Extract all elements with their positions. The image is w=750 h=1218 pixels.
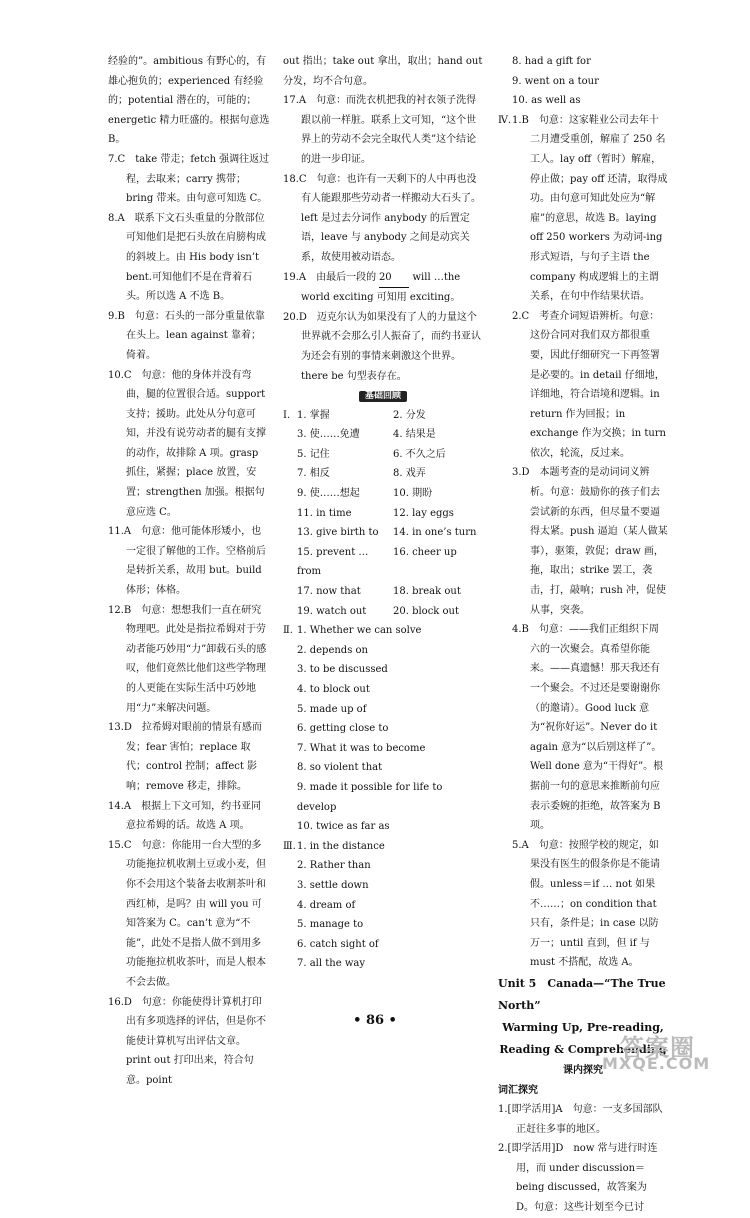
answer-paragraph: 18.C 句意：也许有一天剩下的人中再也没有人能跟那些劳动者一样搬动大石头了。left 是过去分词作 anybody 的后置定语，leave 与 anybody 之间是动宾关系，故使用被动语态。 (283, 173, 481, 263)
review-item: 10. as well as (512, 95, 581, 107)
section-label (283, 425, 297, 445)
review-row (283, 700, 483, 720)
review-item: 1. 掌握 (297, 409, 330, 421)
answer-paragraph: 16.D 句意：你能使得计算机打印出有多项选择的评估，但是你不能使计算机写出评估文章。print out 打印出来，符合句意。point (108, 996, 266, 1086)
answer-paragraph: 8.A 联系下文石头重量的分散部位可知他们是把石头放在肩膀构成的斜坡上。由 His body isn’t bent.可知他们不是在背着石头。所以选 A 不选 B。 (108, 212, 266, 303)
section-label (283, 464, 297, 484)
review-item: 13. give birth to (297, 527, 379, 539)
section-1 (283, 406, 483, 622)
section-4 (498, 111, 668, 973)
page-number: • 86 • (353, 1013, 397, 1028)
review-row (283, 406, 483, 426)
section-label (283, 739, 297, 759)
review-item: 6. catch sight of (297, 938, 379, 950)
review-item: 5. made up of (297, 703, 367, 715)
review-item: 4. 结果是 (393, 429, 436, 441)
answer-20: 20.D 迈克尔认为如果没有了人的力量这个世界就不会那么引人振奋了，而约书亚认为还会有别的事情来刺激这个世界。there be 句型表存在。 (283, 311, 481, 382)
review-row (283, 484, 483, 504)
review-item: 1. in the distance (297, 840, 385, 852)
answer-paragraph: 17.A 句意：而洗衣机把我的衬衣领子洗得跟以前一样脏。联系上文可知，“这个世界上的劳动不会完全取代人类”这个结论的进一步印证。 (283, 95, 477, 165)
vocab-explore-heading: 词汇探究 (498, 1084, 538, 1096)
answer-paragraph: 3.D 本题考查的是动词词义辨析。句意：鼓励你的孩子们去尝试新的东西，但尽量不要逼得太紧。push 逼迫（某人做某事），驱策，敦促；draw 画，拖，取出；strike 罢工，袭击，打，敲响；rush 冲，促使从事，突袭。 (512, 467, 668, 616)
section-label: Ⅱ. (283, 625, 293, 637)
answer-row (498, 111, 668, 307)
review-row (283, 876, 483, 896)
review-row (283, 915, 483, 935)
section-label (283, 896, 297, 916)
review-item: 14. in one’s turn (393, 527, 477, 539)
review-row (283, 523, 483, 543)
review-item: 2. 分发 (393, 409, 426, 421)
answer-paragraph: 2.C 考查介词短语辨析。句意：这份合同对我们双方都很重要，因此仔细研究一下再签署是必要的。in detail 仔细地，详细地，符合语境和逻辑。in return 作为回报；in exchange 作为交换；in turn 依次，轮流，反过来。 (512, 310, 666, 459)
review-row (283, 935, 483, 955)
review-item: 4. to block out (297, 684, 370, 695)
review-row (498, 72, 668, 92)
section-label (283, 876, 297, 896)
review-item: 20. block out (393, 605, 460, 617)
answer-paragraph: 7.C take 带走；fetch 强调往返过程，去取来；carry 携带；bring 带来。由句意可知选 C。 (108, 153, 270, 205)
basic-review-label: 基础回顾 (359, 391, 407, 402)
review-row (283, 856, 483, 876)
review-item: 7. What it was to become (297, 742, 426, 754)
answer-paragraph: 9.B 句意：石头的一部分重量依靠在头上。lean against 靠着；倚着。 (108, 310, 265, 361)
vocab-answers (498, 1100, 668, 1218)
answer-paragraph: 5.A 句意：按照学校的规定，如果没有医生的假条你是不能请假。unless＝if … not 如果不……；on condition that 只有，条件是；in case 以防万一；until 直到，但 if 与 must 不搭配，故选 A。 (512, 839, 660, 969)
review-row (283, 543, 483, 582)
answer-19 (283, 268, 483, 308)
review-item: 4. dream of (297, 899, 356, 911)
review-item: 18. break out (393, 586, 461, 598)
section-label (283, 523, 297, 543)
answer-row (498, 620, 668, 836)
answer-paragraph: 13.D 拉希姆对眼前的情景有感而发；fear 害怕；replace 取代；control 控制；affect 影响；remove 移走，排除。 (108, 722, 262, 792)
answer-paragraph: 14.A 根据上下文可知，约书亚同意拉希姆的话。故选 A 项。 (108, 800, 262, 832)
section-label (283, 680, 297, 700)
review-row (283, 896, 483, 916)
review-item: 10. twice as far as (297, 821, 390, 833)
column-middle (283, 52, 483, 974)
review-row (283, 817, 483, 837)
section-label (283, 641, 297, 661)
section-label (498, 463, 512, 620)
section-label (283, 504, 297, 524)
review-row (283, 680, 483, 700)
answer-paragraph: 15.C 句意：你能用一台大型的多功能拖拉机收割土豆或小麦，但你不会用这个装备去收割茶叶和西红柿，是吗？由 will you 可知答案为 C。can’t 意为“不能”，此处不是指人做不到用多功能拖拉机收茶叶，而是人根本不会去做。 (108, 839, 266, 988)
review-item: 3. settle down (297, 879, 369, 891)
answer-paragraph: 1.B 句意：这家鞋业公司去年十二月遭受重创，解雇了 250 名工人。lay off（暂时）解雇，停止做；pay off 还清，取得成功。由句意可知此处应为“解雇”的意思，故选 B。laying off 250 workers 为动词-ing 形式短语，与句子主语 the company 构成逻辑上的主谓关系，在句中作结果状语。 (512, 114, 668, 303)
section-label (498, 52, 512, 72)
answer-paragraph: 经验的”。ambitious 有野心的，有雄心抱负的；experienced 有经验的；potential 潜在的，可能的；energetic 精力旺盛的。根据句意选 B。 (108, 56, 270, 146)
section-label: Ⅳ. (498, 114, 512, 126)
review-item: 10. 期盼 (393, 488, 433, 500)
review-item: 7. all the way (297, 958, 365, 970)
review-row (498, 52, 668, 72)
class-explore-heading: 课内探究 (563, 1064, 603, 1076)
section-2 (283, 621, 483, 837)
review-item: 9. went on a tour (512, 75, 599, 87)
review-row (283, 719, 483, 739)
review-item: 9. made it possible for life to develop (296, 781, 443, 813)
section-label (283, 582, 297, 602)
review-item: 19. watch out (297, 605, 367, 617)
section-label: Ⅰ. (283, 409, 291, 421)
q19-text-after: will …the world exciting 可知用 exciting。 (301, 271, 461, 304)
review-row (283, 739, 483, 759)
review-item: 16. cheer up (393, 546, 457, 558)
review-item: 12. lay eggs (393, 507, 454, 519)
section-label (283, 817, 297, 837)
review-row (283, 954, 483, 974)
review-row (283, 641, 483, 661)
section-3 (283, 837, 483, 974)
section-label (498, 72, 512, 92)
q19-text: 19.A 由最后一段的 (283, 271, 377, 283)
section-label (283, 915, 297, 935)
review-item: 2. Rather than (297, 860, 371, 872)
review-row (498, 91, 668, 111)
answer-paragraph: 2.[即学活用]D now 常与进行时连用，而 under discussion＝being discussed，故答案为 D。句意：这些计划至今已讨 (498, 1143, 658, 1214)
answer-paragraph: out 指出；take out 拿出，取出；hand out 分发，均不合句意。 (283, 56, 483, 87)
review-item: 6. getting close to (297, 723, 389, 735)
review-item: 17. now that (297, 586, 361, 598)
answer-paragraph: 11.A 句意：他可能体形矮小，也一定很了解他的工作。空格前后是转折关系，故用 but。build 体形；体格。 (108, 526, 266, 597)
section-label (283, 778, 297, 817)
review-item: 3. to be discussed (297, 664, 388, 676)
review-item: 11. in time (297, 507, 352, 519)
answer-paragraph: 1.[即学活用]A 句意：一支多国部队正赶往多事的地区。 (498, 1104, 663, 1135)
review-row (283, 758, 483, 778)
section-3-continued (498, 52, 668, 111)
section-label (498, 620, 512, 836)
basic-review-header (283, 386, 483, 406)
answer-paragraph: 10.C 句意：他的身体并没有弯曲，腿的位置很合适。support 支持；援助。此处从分句意可知，并没有说劳动者的腿有支撑的动作，故排除 A 项。grasp 抓住，紧握；place 放置，安置；strengthen 加强。根据句意应选 C。 (108, 369, 266, 518)
answer-paragraph: 12.B 句意：想想我们一直在研究物理吧。此处是指拉希姆对于劳动者能巧妙用“力”卸载石头的感叹，他们竟然比他们这些学物理的人更能在实际生活中巧妙地用“力”来解决问题。 (108, 604, 267, 714)
section-label (283, 700, 297, 720)
review-row (283, 660, 483, 680)
review-item: 9. 使……想起 (297, 488, 360, 500)
review-row (283, 602, 483, 622)
review-item: 5. 记住 (297, 448, 330, 460)
review-item: 15. prevent … from (297, 546, 369, 578)
review-item: 8. 戏弄 (393, 468, 426, 480)
middle-top-answers (283, 52, 483, 268)
section-label (283, 602, 297, 622)
review-item: 8. had a gift for (512, 56, 591, 67)
section-label (283, 758, 297, 778)
answer-paragraph: 4.B 句意：——我们正组织下周六的一次聚会。真希望你能来。——真遗憾！那天我还有一个聚会。不过还是要谢谢你（的邀请）。Good luck 意为“祝你好运”。Never do it again 意为“以后别这样了”。Well done 意为“干得好”。根据前一句的意思来推断前句应表示委婉的拒绝，故答案为 B 项。 (512, 624, 664, 832)
section-label (283, 660, 297, 680)
review-row (283, 582, 483, 602)
answer-row (498, 836, 668, 973)
unit-title: Unit 5 Canada—“The True North” (498, 976, 666, 1012)
unit-subtitle-1: Warming Up, Pre-reading, (502, 1020, 664, 1034)
review-item: 5. manage to (297, 919, 364, 931)
section-label (283, 445, 297, 465)
column-left (108, 52, 270, 1090)
review-item: 6. 不久之后 (393, 448, 446, 460)
section-label (283, 543, 297, 582)
section-label (283, 719, 297, 739)
review-item: 8. so violent that (297, 762, 383, 774)
review-row (283, 778, 483, 817)
section-label (283, 856, 297, 876)
review-item: 7. 相反 (297, 468, 330, 480)
review-row (283, 621, 483, 641)
section-label (283, 954, 297, 974)
section-label (498, 836, 512, 973)
review-row (283, 464, 483, 484)
review-row (283, 504, 483, 524)
review-row (283, 425, 483, 445)
review-item: 2. depends on (297, 644, 368, 656)
q19-blank: 20 (379, 268, 409, 289)
review-item: 1. Whether we can solve (297, 625, 422, 637)
section-label (283, 935, 297, 955)
answer-row (498, 307, 668, 464)
section-label: Ⅲ. (283, 840, 296, 852)
review-item: 3. 使……免遭 (297, 429, 360, 441)
section-label (498, 307, 512, 464)
section-label (283, 484, 297, 504)
unit-subtitle-2: Reading & Comprehending (499, 1042, 667, 1056)
section-label (498, 91, 512, 111)
watermark-logo (598, 1028, 738, 1074)
watermark-url: MXQE.COM (602, 1054, 711, 1073)
watermark-text: 答案圈 (620, 1034, 695, 1062)
review-row (283, 445, 483, 465)
answer-row (498, 463, 668, 620)
review-row (283, 837, 483, 857)
